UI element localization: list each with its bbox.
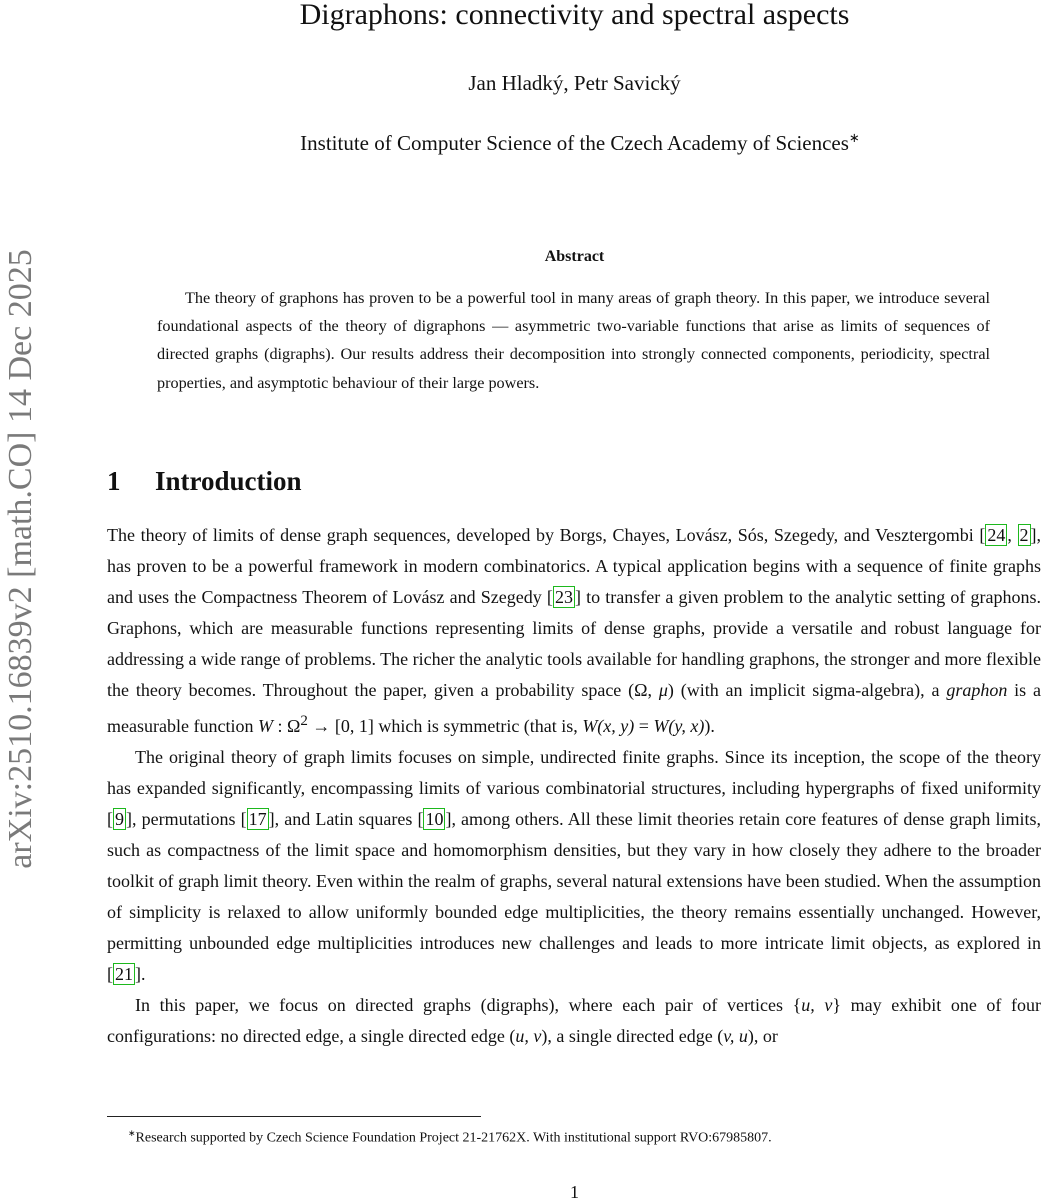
body-text xyxy=(107,520,1041,1052)
math-expression: v, u xyxy=(723,1026,748,1046)
citation-link[interactable]: 24 xyxy=(987,525,1006,545)
text-run: ) (with an implicit sigma-algebra), a xyxy=(667,680,947,700)
affiliation-footnote-mark[interactable]: ∗ xyxy=(848,130,860,145)
citation-link[interactable]: 2 xyxy=(1019,525,1029,545)
text-run: The theory of limits of dense graph sequences, developed by Borgs, Chayes, Lovász, Sós, Szegedy, and Vesztergombi [ xyxy=(107,525,986,545)
math-symbol: W xyxy=(257,716,273,736)
paragraph-2 xyxy=(107,742,1041,990)
text-run: ), or xyxy=(747,1026,778,1046)
text-run: ] to transfer a given problem to the analytic setting of graphons. Graphons, which are measurable functions representing limits of dense graphs, provide a versatile and robust language for addressing a wide range of problems. The richer the analytic tools available for handling graphons, the stronger and more flexible the theory becomes. Throughout the paper, given a probability space (Ω, xyxy=(107,587,1041,700)
math-expression: W(x, y) xyxy=(582,716,635,736)
author-list: Jan Hladký, Petr Savický xyxy=(468,71,681,95)
text-run: } may exhibit one of four configurations: no directed edge, a single directed edge ( xyxy=(107,995,1042,1046)
emphasis-term: graphon xyxy=(946,680,1008,700)
math-symbol: μ xyxy=(658,680,668,700)
page-number: 1 xyxy=(570,1182,579,1202)
paragraph-3 xyxy=(107,990,1041,1052)
text-run: is a measurable function xyxy=(107,680,1041,736)
footnote-text: Research supported by Czech Science Foundation Project 21-21762X. With institutional support RVO:67985807. xyxy=(135,1130,772,1146)
text-run: The original theory of graph limits focuses on simple, undirected finite graphs. Since its inception, the scope of the theory has expanded significantly, encompassing limits of various combinatorial structures, including hypergraphs of fixed uniformity [ xyxy=(107,747,1041,829)
math-expression: u, v xyxy=(515,1026,542,1046)
text-run: = xyxy=(634,716,654,736)
text-run: In this paper, we focus on directed graphs (digraphs), where each pair of vertices { xyxy=(135,995,802,1015)
section-number: 1 xyxy=(107,466,121,496)
footnote xyxy=(128,1124,1028,1148)
math-expression: W(y, x) xyxy=(653,716,705,736)
affiliation xyxy=(0,125,1043,156)
footnote-divider xyxy=(107,1116,481,1117)
math-expression: u, v xyxy=(801,995,833,1015)
text-run: ]. xyxy=(135,964,146,984)
text-run: ], permutations [ xyxy=(126,809,247,829)
citation-link[interactable]: 23 xyxy=(554,587,573,607)
text-run: ], among others. All these limit theories retain core features of dense graph limits, such as compactness of the limit space and homomorphism densities, but they vary in how closely they adhere to the broader toolkit of graph limit theory. Even within the realm of graphs, several natural extensions have been studied. When the assumption of simplicity is relaxed to allow uniformly bounded edge multiplicities, the theory remains essentially unchanged. However, permitting unbounded edge multiplicities introduces new challenges and leads to more intricate limit objects, as explored in [ xyxy=(107,809,1041,984)
text-run: ], and Latin squares [ xyxy=(268,809,424,829)
abstract-heading: Abstract xyxy=(544,248,605,265)
paper-title: Digraphons: connectivity and spectral aspects xyxy=(299,0,850,31)
abstract-text: The theory of graphons has proven to be a powerful tool in many areas of graph theory. In this paper, we introduce several foundational aspects of the theory of digraphons — asymmetric two-variable functions that arise as limits of sequences of directed graphs (digraphs). Our results address their decomposition into strongly connected components, periodicity, spectral properties, and asymptotic behaviour of their large powers. xyxy=(157,289,990,392)
paragraph-1 xyxy=(107,520,1041,742)
text-run: : Ω xyxy=(272,716,301,736)
citation-link[interactable]: 10 xyxy=(425,809,444,829)
footnote-mark: ∗ xyxy=(128,1128,136,1138)
text-run: , xyxy=(1007,525,1018,545)
citation-link[interactable]: 9 xyxy=(115,809,124,829)
math-superscript: 2 xyxy=(300,713,308,729)
section-title: Introduction xyxy=(155,466,302,496)
affiliation-text: Institute of Computer Science of the Czech Academy of Sciences xyxy=(300,131,849,155)
citation-link[interactable]: 21 xyxy=(115,964,133,984)
text-run: ), a single directed edge ( xyxy=(541,1026,724,1046)
text-run: → [0, 1] which is symmetric (that is, xyxy=(307,716,583,736)
citation-link[interactable]: 17 xyxy=(248,809,267,829)
text-run: ], has proven to be a powerful framework in modern combinatorics. A typical application begins with a sequence of finite graphs and uses the Compactness Theorem of Lovász and Szegedy [ xyxy=(107,525,1042,607)
text-run: ). xyxy=(704,716,715,736)
section-heading xyxy=(107,464,302,498)
arxiv-sidebar-stamp: arXiv:2510.16839v2 [math.CO] 14 Dec 2025 xyxy=(2,249,39,869)
